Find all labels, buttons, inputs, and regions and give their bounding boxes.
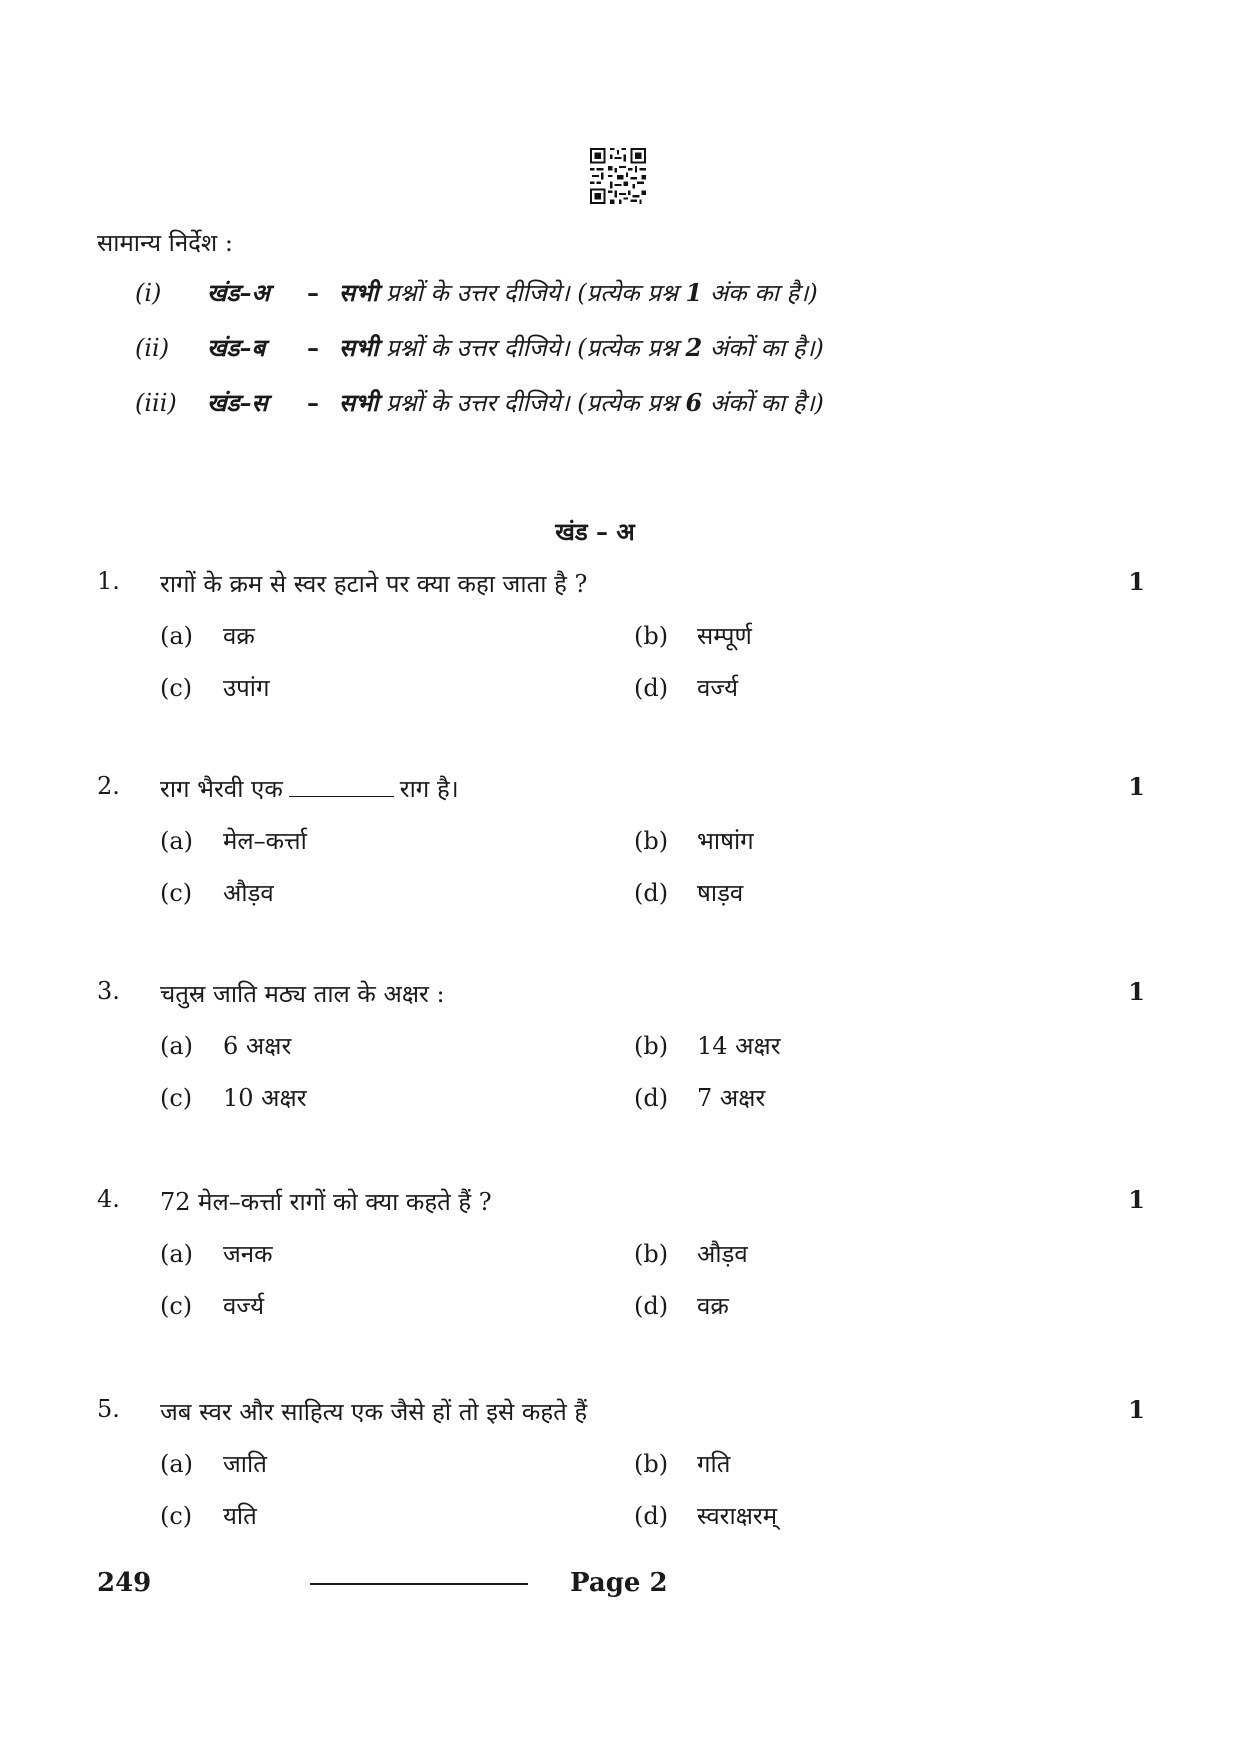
- option-c: [160, 671, 270, 704]
- instruction-marks: 6: [685, 388, 703, 417]
- question-marks: 1: [1128, 977, 1145, 1006]
- question-2: [97, 772, 1145, 928]
- option-text: उपांग: [223, 674, 270, 702]
- question-marks: 1: [1128, 567, 1145, 596]
- option-c: [160, 1081, 307, 1114]
- option-label: (b): [634, 1032, 669, 1060]
- option-text: 14 अक्षर: [697, 1032, 781, 1060]
- option-label: (b): [634, 1450, 669, 1478]
- option-text: गति: [697, 1450, 731, 1478]
- question-text: जब स्वर और साहित्य एक जैसे हों तो इसे कहते हैं: [160, 1398, 588, 1426]
- option-d: [634, 1081, 765, 1114]
- option-label: (c): [160, 1292, 193, 1320]
- option-a: [160, 824, 307, 857]
- instruction-bold: सभी: [339, 278, 379, 307]
- option-text: षाड़व: [697, 879, 744, 907]
- instruction-bold: सभी: [339, 333, 379, 362]
- instruction-unit: अंक का है।): [702, 279, 818, 307]
- question-text: [160, 772, 459, 805]
- footer-divider: [310, 1583, 528, 1585]
- instruction-text: प्रश्नों के उत्तर दीजिये। (प्रत्येक प्रश्न: [378, 389, 686, 417]
- option-text: स्वराक्षरम्: [697, 1502, 778, 1530]
- option-text: जनक: [223, 1240, 273, 1268]
- instruction-number: (ii): [135, 334, 170, 362]
- instruction-section: खंड–अ: [207, 278, 270, 307]
- question-4: [97, 1185, 1145, 1341]
- instruction-text: प्रश्नों के उत्तर दीजिये। (प्रत्येक प्रश्न: [378, 334, 686, 362]
- option-label: (b): [634, 622, 669, 650]
- option-label: (a): [160, 1032, 194, 1060]
- question-5: [97, 1395, 1145, 1551]
- question-number: 2.: [97, 772, 120, 800]
- question-text-after: राग है।: [399, 775, 459, 803]
- instruction-section: खंड–स: [207, 388, 268, 417]
- instruction-unit: अंकों का है।): [702, 334, 824, 362]
- instruction-number: (i): [135, 279, 162, 307]
- question-marks: 1: [1128, 772, 1145, 801]
- fill-in-blank: [289, 774, 394, 797]
- option-label: (b): [634, 827, 669, 855]
- option-label: (a): [160, 1240, 194, 1268]
- instruction-dash: –: [307, 333, 319, 362]
- option-text: 6 अक्षर: [223, 1032, 292, 1060]
- general-instructions-title: सामान्य निर्देश :: [97, 229, 233, 257]
- option-d: [634, 1499, 777, 1532]
- option-a: [160, 1029, 291, 1062]
- instruction-bold: सभी: [339, 388, 379, 417]
- option-d: [634, 1289, 729, 1322]
- option-text: औड़व: [223, 879, 274, 907]
- option-c: [160, 1499, 257, 1532]
- option-b: [634, 1237, 748, 1270]
- question-3: [97, 977, 1145, 1133]
- option-label: (d): [634, 1502, 669, 1530]
- option-label: (d): [634, 1084, 669, 1112]
- instruction-unit: अंकों का है।): [702, 389, 824, 417]
- option-a: [160, 1447, 267, 1480]
- option-label: (d): [634, 879, 669, 907]
- option-label: (c): [160, 879, 193, 907]
- option-label: (d): [634, 1292, 669, 1320]
- paper-code: 249: [97, 1568, 152, 1598]
- option-a: [160, 1237, 273, 1270]
- option-text: औड़व: [697, 1240, 748, 1268]
- option-text: वक्र: [697, 1292, 729, 1320]
- instruction-marks: 1: [685, 278, 703, 307]
- option-b: [634, 1447, 730, 1480]
- instruction-marks: 2: [685, 333, 703, 362]
- option-text: भाषांग: [697, 827, 754, 855]
- question-text: 72 मेल–कर्त्ता रागों को क्या कहते हैं ?: [160, 1188, 492, 1216]
- instruction-item: [135, 386, 824, 419]
- question-1: [97, 567, 1145, 723]
- option-d: [634, 876, 743, 909]
- question-marks: 1: [1128, 1395, 1145, 1424]
- instruction-item: [135, 276, 818, 309]
- instruction-number: (iii): [135, 389, 177, 417]
- option-b: [634, 824, 754, 857]
- question-text: चतुस्र जाति मठ्य ताल के अक्षर :: [160, 980, 445, 1008]
- question-text: रागों के क्रम से स्वर हटाने पर क्या कहा जाता है ?: [160, 570, 588, 598]
- option-text: जाति: [223, 1450, 267, 1478]
- option-label: (d): [634, 674, 669, 702]
- question-number: 1.: [97, 567, 120, 595]
- option-text: 10 अक्षर: [223, 1084, 307, 1112]
- option-c: [160, 876, 274, 909]
- option-c: [160, 1289, 264, 1322]
- instruction-item: [135, 331, 824, 364]
- question-number: 4.: [97, 1185, 120, 1213]
- qr-code: [590, 148, 646, 204]
- option-b: [634, 619, 752, 652]
- option-d: [634, 671, 738, 704]
- option-label: (c): [160, 1502, 193, 1530]
- option-text: वर्ज्य: [697, 674, 738, 702]
- question-number: 5.: [97, 1395, 120, 1423]
- option-label: (c): [160, 1084, 193, 1112]
- option-text: वर्ज्य: [223, 1292, 264, 1320]
- instruction-dash: –: [307, 278, 319, 307]
- option-text: 7 अक्षर: [697, 1084, 766, 1112]
- section-a-heading: खंड – अ: [555, 517, 635, 546]
- option-label: (a): [160, 1450, 194, 1478]
- question-marks: 1: [1128, 1185, 1145, 1214]
- option-text: मेल–कर्त्ता: [223, 827, 307, 855]
- page-number: Page 2: [570, 1568, 668, 1598]
- instruction-section: खंड–ब: [207, 333, 266, 362]
- question-number: 3.: [97, 977, 120, 1005]
- option-b: [634, 1029, 781, 1062]
- option-label: (a): [160, 827, 194, 855]
- option-label: (a): [160, 622, 194, 650]
- option-label: (c): [160, 674, 193, 702]
- option-label: (b): [634, 1240, 669, 1268]
- instruction-text: प्रश्नों के उत्तर दीजिये। (प्रत्येक प्रश्न: [378, 279, 686, 307]
- option-text: सम्पूर्ण: [697, 622, 752, 650]
- option-text: यति: [223, 1502, 257, 1530]
- option-text: वक्र: [223, 622, 255, 650]
- instruction-dash: –: [307, 388, 319, 417]
- option-a: [160, 619, 255, 652]
- question-text-before: राग भैरवी एक: [160, 775, 283, 803]
